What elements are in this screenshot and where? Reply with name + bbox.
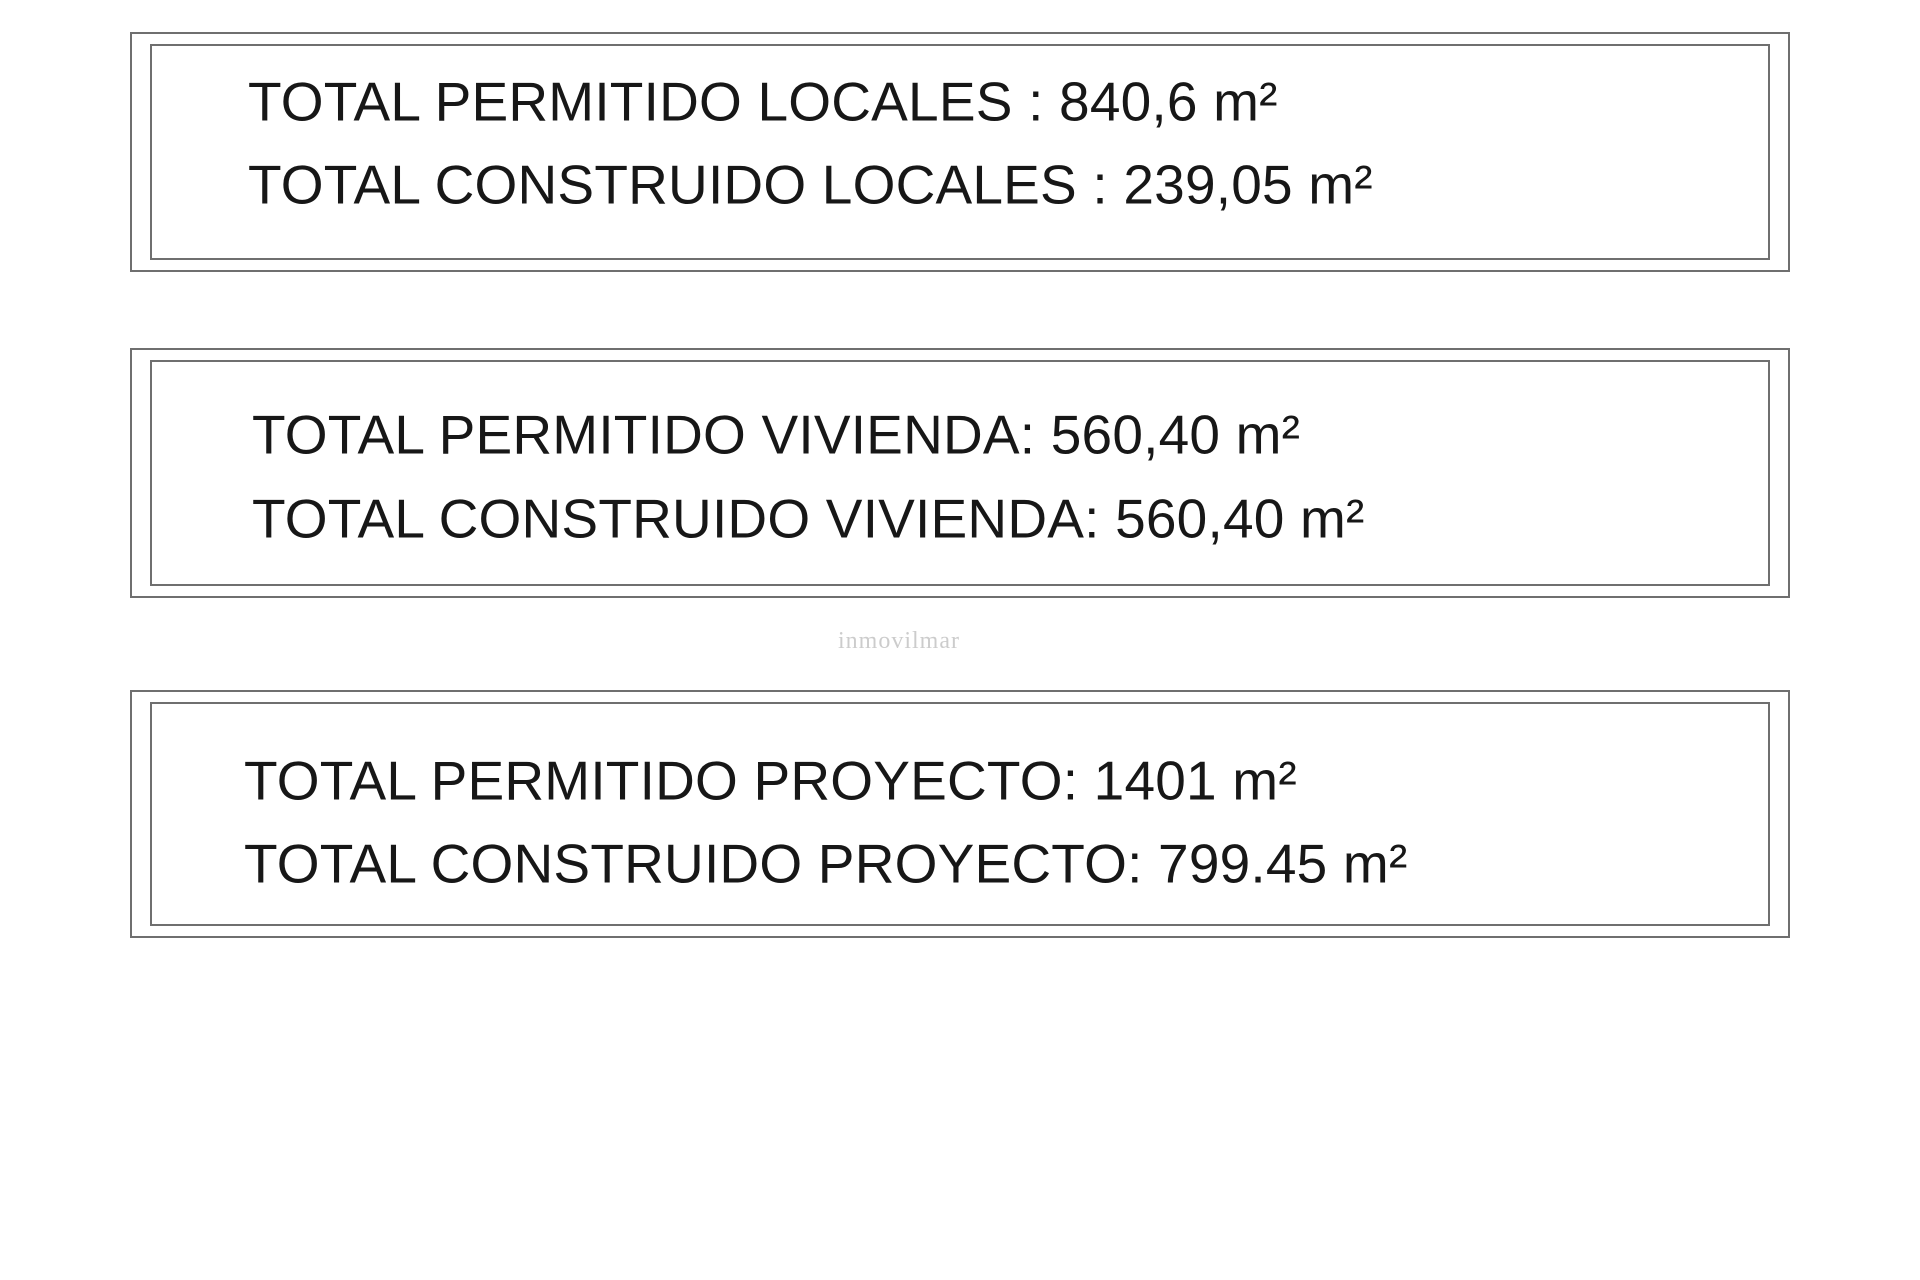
summary-block-proyecto-text: [244, 739, 1407, 906]
summary-block-vivienda: [130, 348, 1790, 598]
total-permitido-locales-line: TOTAL PERMITIDO LOCALES : 840,6 m²: [248, 69, 1278, 132]
summary-block-vivienda-inner-frame: [150, 360, 1770, 586]
summary-block-locales-text: [248, 60, 1373, 227]
total-construido-locales-line: TOTAL CONSTRUIDO LOCALES : 239,05 m²: [248, 153, 1373, 216]
summary-block-locales: [130, 32, 1790, 272]
total-construido-proyecto-line: TOTAL CONSTRUIDO PROYECTO: 799.45 m²: [244, 832, 1408, 895]
summary-block-locales-inner-frame: [150, 44, 1770, 260]
summary-block-vivienda-text: [252, 394, 1365, 561]
total-construido-vivienda-line: TOTAL CONSTRUIDO VIVIENDA: 560,40 m²: [252, 487, 1365, 550]
summary-block-proyecto: [130, 690, 1790, 938]
summary-block-proyecto-inner-frame: [150, 702, 1770, 926]
watermark-text: inmovilmar: [838, 628, 960, 654]
total-permitido-proyecto-line: TOTAL PERMITIDO PROYECTO: 1401 m²: [244, 749, 1297, 812]
total-permitido-vivienda-line: TOTAL PERMITIDO VIVIENDA: 560,40 m²: [252, 403, 1301, 466]
